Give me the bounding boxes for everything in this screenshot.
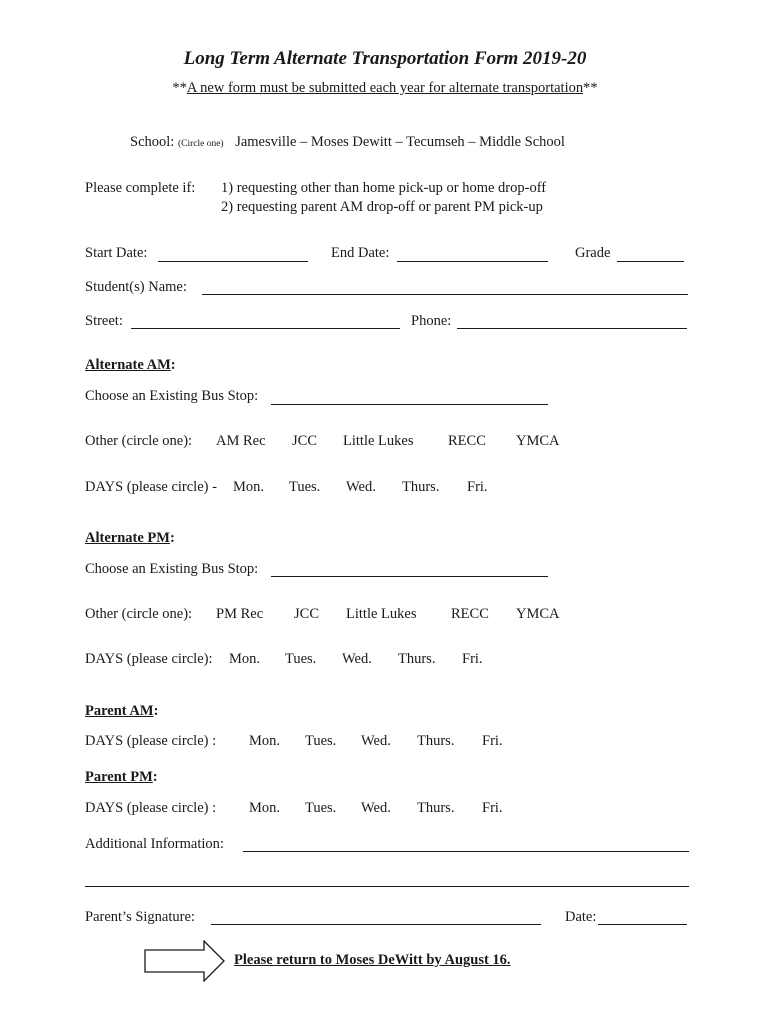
instructions-line-1: 1) requesting other than home pick-up or home drop-off <box>221 180 547 196</box>
start-date-label: Start Date: <box>85 245 148 261</box>
end-date-label: End Date: <box>331 245 390 261</box>
alternate-am-day-fri[interactable]: Fri. <box>467 479 488 495</box>
student-name-field[interactable] <box>202 294 688 295</box>
alternate-am-day-thurs[interactable]: Thurs. <box>402 479 440 495</box>
grade-label: Grade <box>575 245 611 261</box>
school-hint: (Circle one) <box>177 139 224 149</box>
date-label: Date: <box>565 909 597 925</box>
parent-pm-heading-text: Parent PM <box>85 769 153 785</box>
alternate-am-bus-stop-label: Choose an Existing Bus Stop: <box>85 388 259 404</box>
street-field[interactable] <box>131 328 400 329</box>
phone-label: Phone: <box>411 313 452 329</box>
instructions-line-2: 2) requesting parent AM drop-off or parent PM pick-up <box>221 199 543 215</box>
alternate-am-day-mon[interactable]: Mon. <box>233 479 265 495</box>
alternate-pm-option-little-lukes[interactable]: Little Lukes <box>346 606 417 622</box>
alternate-am-heading <box>85 357 176 374</box>
parent-am-heading <box>85 703 158 720</box>
additional-info-field-2[interactable] <box>85 886 689 887</box>
alternate-pm-option-pm-rec[interactable]: PM Rec <box>216 606 264 622</box>
parent-pm-heading-colon: : <box>152 769 158 785</box>
alternate-am-days-label: DAYS (please circle) - <box>85 479 217 495</box>
alternate-pm-heading-colon: : <box>169 530 175 546</box>
alternate-am-option-little-lukes[interactable]: Little Lukes <box>343 433 414 449</box>
street-label: Street: <box>85 313 123 329</box>
parent-am-day-mon[interactable]: Mon. <box>249 733 281 749</box>
form-title: Long Term Alternate Transportation Form 2019-20 <box>183 48 587 69</box>
alternate-pm-other-label: Other (circle one): <box>85 606 193 622</box>
subtitle-prefix: ** <box>172 80 187 96</box>
alternate-am-option-ymca[interactable]: YMCA <box>516 433 560 449</box>
phone-field[interactable] <box>457 328 687 329</box>
alternate-pm-day-thurs[interactable]: Thurs. <box>398 651 436 667</box>
alternate-am-heading-colon: : <box>170 357 176 373</box>
alternate-pm-option-recc[interactable]: RECC <box>451 606 489 622</box>
parent-am-day-fri[interactable]: Fri. <box>482 733 503 749</box>
instructions-label: Please complete if: <box>85 180 196 196</box>
parent-am-heading-text: Parent AM <box>85 703 154 719</box>
form-subtitle <box>0 80 770 97</box>
date-field[interactable] <box>598 924 687 925</box>
alternate-pm-days-label: DAYS (please circle): <box>85 651 213 667</box>
alternate-pm-day-mon[interactable]: Mon. <box>229 651 261 667</box>
alternate-pm-option-ymca[interactable]: YMCA <box>516 606 560 622</box>
alternate-pm-bus-stop-field[interactable] <box>271 576 548 577</box>
parent-am-day-wed[interactable]: Wed. <box>361 733 391 749</box>
alternate-am-other-label: Other (circle one): <box>85 433 193 449</box>
grade-field[interactable] <box>617 261 684 262</box>
additional-info-field[interactable] <box>243 851 689 852</box>
alternate-pm-option-jcc[interactable]: JCC <box>294 606 319 622</box>
parent-pm-day-fri[interactable]: Fri. <box>482 800 503 816</box>
school-label: School: <box>130 134 175 150</box>
alternate-am-day-wed[interactable]: Wed. <box>346 479 376 495</box>
school-options[interactable]: Jamesville – Moses Dewitt – Tecumseh – Middle School <box>235 134 565 150</box>
right-arrow-icon <box>144 940 226 982</box>
alternate-pm-day-fri[interactable]: Fri. <box>462 651 483 667</box>
parent-pm-day-wed[interactable]: Wed. <box>361 800 391 816</box>
alternate-pm-day-tues[interactable]: Tues. <box>285 651 317 667</box>
alternate-am-heading-text: Alternate AM <box>85 357 171 373</box>
student-name-label: Student(s) Name: <box>85 279 187 295</box>
parent-pm-heading <box>85 769 158 786</box>
signature-field[interactable] <box>211 924 541 925</box>
parent-am-days-label: DAYS (please circle) : <box>85 733 217 749</box>
parent-pm-day-mon[interactable]: Mon. <box>249 800 281 816</box>
alternate-am-option-am-rec[interactable]: AM Rec <box>216 433 266 449</box>
alternate-am-option-jcc[interactable]: JCC <box>292 433 317 449</box>
parent-am-day-thurs[interactable]: Thurs. <box>417 733 455 749</box>
alternate-pm-day-wed[interactable]: Wed. <box>342 651 372 667</box>
subtitle-suffix: ** <box>583 80 598 96</box>
alternate-pm-heading <box>85 530 175 547</box>
alternate-am-bus-stop-field[interactable] <box>271 404 548 405</box>
end-date-field[interactable] <box>397 261 548 262</box>
alternate-am-option-recc[interactable]: RECC <box>448 433 486 449</box>
parent-pm-day-thurs[interactable]: Thurs. <box>417 800 455 816</box>
alternate-am-day-tues[interactable]: Tues. <box>289 479 321 495</box>
alternate-pm-heading-text: Alternate PM <box>85 530 170 546</box>
signature-label: Parent’s Signature: <box>85 909 195 925</box>
subtitle-text: A new form must be submitted each year for alternate transportation <box>186 80 584 96</box>
alternate-pm-bus-stop-label: Choose an Existing Bus Stop: <box>85 561 259 577</box>
additional-info-label: Additional Information: <box>85 836 224 852</box>
parent-am-day-tues[interactable]: Tues. <box>305 733 337 749</box>
parent-am-heading-colon: : <box>153 703 159 719</box>
parent-pm-day-tues[interactable]: Tues. <box>305 800 337 816</box>
parent-pm-days-label: DAYS (please circle) : <box>85 800 217 816</box>
return-note: Please return to Moses DeWitt by August 16. <box>234 952 511 968</box>
start-date-field[interactable] <box>158 261 308 262</box>
school-row <box>130 134 565 151</box>
